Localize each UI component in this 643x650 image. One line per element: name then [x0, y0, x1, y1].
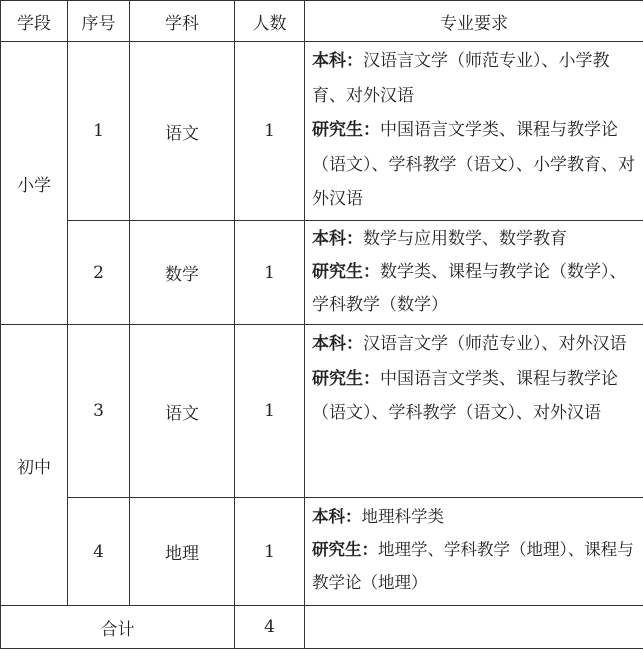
header-index: 序号: [68, 1, 130, 42]
total-label: 合计: [1, 606, 235, 649]
total-requirements: [305, 606, 643, 649]
undergrad-line: [312, 327, 639, 362]
header-stage: 学段: [1, 1, 68, 42]
index-cell: 3: [68, 325, 130, 498]
table-row: [1, 325, 643, 498]
subject-cell: 语文: [130, 325, 235, 498]
stage-cell-middle: 初中: [1, 325, 68, 606]
count-cell: 1: [235, 221, 305, 325]
grad-majors: 中国语言文学类、课程与教学论（语文）、学科教学（语文）、小学教育、对外汉语: [312, 120, 635, 209]
grad-line: [312, 256, 639, 322]
grad-label: 研究生：: [312, 368, 380, 389]
undergrad-label: 本科：: [312, 507, 362, 526]
undergrad-majors: 汉语言文学（师范专业）、小学教育、对外汉语: [312, 51, 610, 106]
requirements-cell: [305, 498, 643, 606]
subject-cell: 语文: [130, 42, 235, 221]
total-row: [1, 606, 643, 649]
undergrad-line: [312, 44, 639, 113]
count-cell: 1: [235, 42, 305, 221]
requirements-cell: [305, 42, 643, 221]
requirements-cell: [305, 221, 643, 325]
grad-label: 研究生：: [312, 120, 380, 140]
grad-line: [312, 113, 639, 217]
grad-majors: 地理学、学科教学（地理）、课程与教学论（地理）: [312, 540, 634, 592]
undergrad-label: 本科：: [312, 51, 363, 71]
table-row: [1, 42, 643, 221]
undergrad-line: [312, 223, 639, 256]
grad-label: 研究生：: [312, 540, 378, 559]
header-subject: 学科: [130, 1, 235, 42]
grad-line: [312, 533, 639, 599]
undergrad-line: [312, 500, 639, 533]
undergrad-label: 本科：: [312, 229, 363, 249]
grad-majors: 数学类、课程与教学论（数学）、学科教学（数学）: [312, 262, 627, 315]
undergrad-label: 本科：: [312, 334, 363, 354]
grad-line: [312, 362, 639, 431]
requirements-cell: [305, 325, 643, 498]
stage-cell-primary: 小学: [1, 42, 68, 325]
header-count: 人数: [235, 1, 305, 42]
subject-cell: 地理: [130, 498, 235, 606]
undergrad-majors: 汉语言文学（师范专业）、对外汉语: [363, 334, 627, 354]
undergrad-majors: 地理科学类: [361, 507, 444, 526]
count-cell: 1: [235, 498, 305, 606]
undergrad-majors: 数学与应用数学、数学教育: [363, 229, 567, 249]
header-row: [1, 1, 643, 42]
table-row: [1, 221, 643, 325]
total-count: 4: [235, 606, 305, 649]
index-cell: 2: [68, 221, 130, 325]
subject-cell: 数学: [130, 221, 235, 325]
table-row: [1, 498, 643, 606]
grad-label: 研究生：: [312, 262, 380, 282]
grad-majors: 中国语言文学类、课程与教学论（语文）、学科教学（语文）、对外汉语: [312, 368, 618, 423]
index-cell: 1: [68, 42, 130, 221]
count-cell: 1: [235, 325, 305, 498]
header-requirements: 专业要求: [305, 1, 643, 42]
index-cell: 4: [68, 498, 130, 606]
